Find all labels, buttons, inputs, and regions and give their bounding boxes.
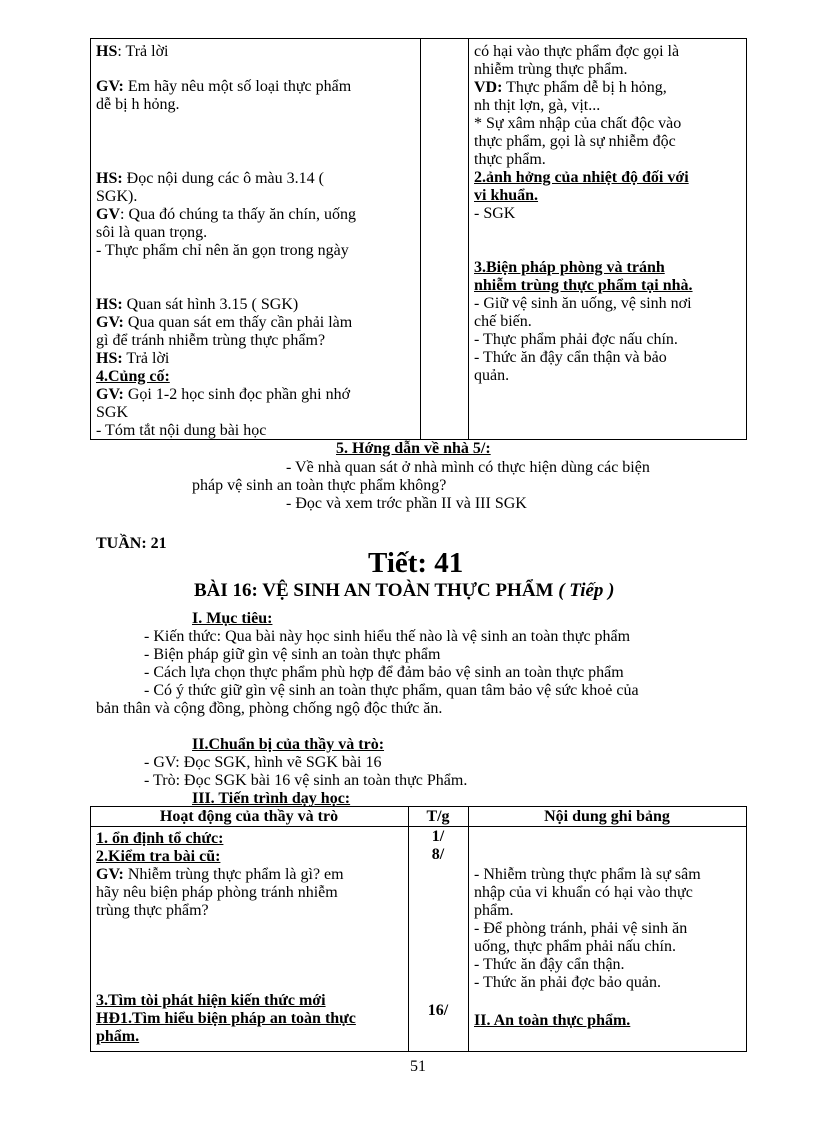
top-left-line: GV: Em hãy nêu một số loại thực phẩm [96,78,352,95]
homework-line: - Về nhà quan sát ở nhà mình có thực hiện dùng các biện [286,459,650,476]
top-right-line: nh thịt lợn, gà, vịt... [474,97,601,114]
lesson-title: BÀI 16: VỆ SINH AN TOÀN THỰC PHẨM ( Tiếp ) [194,580,615,601]
answer-line: nhập của vi khuẩn có hại vào thực [474,884,693,901]
homework-heading: 5. Hớng dẫn về nhà 5/: [336,440,491,457]
section-heading: 1. ổn định tổ chức: [96,830,224,847]
top-left-line: HS: Trả lời [96,350,170,367]
section-heading: II. An toàn thực phẩm. [474,1012,631,1029]
top-right-line: thực phẩm. [474,151,546,168]
prep-line: - Trò: Đọc SGK bài 16 vệ sinh an toàn thực Phẩm. [144,772,468,789]
answer-line: phẩm. [474,902,514,919]
question-line: GV: Nhiễm trùng thực phẩm là gì? em [96,866,344,883]
lesson-continued: ( Tiếp ) [558,580,615,601]
prep-line: - GV: Đọc SGK, hình vẽ SGK bài 16 [144,754,382,771]
header-content: Nội dung ghi bảng [544,808,670,825]
time-cell: 8/ [431,846,445,863]
homework-line: pháp vệ sinh an toàn thực phẩm không? [192,477,447,494]
section-heading: phẩm. [96,1028,140,1045]
top-left-line: HS: Đọc nội dung các ô màu 3.14 ( [96,170,324,187]
section-heading: 2.Kiểm tra bài cũ: [96,848,221,865]
section-heading: 4.Củng cố: [96,368,170,385]
top-left-line: GV: Gọi 1-2 học sinh đọc phần ghi nhớ [96,386,351,403]
top-right-line: VD: Thực phẩm dễ bị h hỏng, [474,79,667,96]
top-right-line: nhiễm trùng thực phẩm. [474,61,628,78]
time-cell: 1/ [431,828,445,845]
top-right-line: chế biến. [474,313,532,330]
prep-heading: II.Chuẩn bị của thầy và trò: [192,736,385,753]
top-table-divider [420,38,421,440]
top-table-divider [468,38,469,440]
page-number: 51 [410,1058,426,1075]
top-left-line: GV: Qua đó chúng ta thấy ăn chín, uống [96,206,356,223]
lesson-table-divider [468,806,469,1052]
top-left-line: dễ bị h hỏng. [96,96,180,113]
top-right-line: thực phẩm, gọi là sự nhiễm độc [474,133,676,150]
top-right-line: quản. [474,367,510,384]
section-heading: vi khuẩn. [474,187,539,204]
top-left-line: GV: Qua quan sát em thấy cần phải làm [96,314,353,331]
answer-line: - Thức ăn đậy cẩn thận. [474,956,625,973]
section-heading: nhiễm trùng thực phẩm tại nhà. [474,277,693,294]
section-heading: 2.ảnh hởng của nhiệt độ đối với [474,169,689,186]
top-left-line: HS: Quan sát hình 3.15 ( SGK) [96,296,299,313]
top-right-line: - Giữ vệ sinh ăn uống, vệ sinh nơi [474,295,692,312]
header-activity: Hoạt động của thầy và trò [159,808,339,825]
lesson-table-header-rule [90,826,747,827]
top-left-line: SGK [96,404,129,421]
top-left-line: sôi là quan trọng. [96,224,208,241]
section-heading: 3.Tìm tòi phát hiện kiến thức mới [96,992,326,1009]
top-right-line: - Thực phẩm phải đợc nấu chín. [474,331,678,348]
objective-line: - Kiến thức: Qua bài này học sinh hiểu thế nào là vệ sinh an toàn thực phẩm [144,628,631,645]
objective-line: bản thân và cộng đồng, phòng chống ngộ độc thức ăn. [96,700,443,717]
objective-line: - Biện pháp giữ gìn vệ sinh an toàn thực phẩm [144,646,441,663]
week-label: TUẦN: 21 [96,535,167,552]
period-title: Tiết: 41 [368,547,464,579]
header-time: T/g [426,808,450,825]
top-left-line: - Thực phẩm chỉ nên ăn gọn trong ngày [96,242,349,259]
answer-line: - Thức ăn phải đợc bảo quản. [474,974,661,991]
top-left-line: gì để tránh nhiễm trùng thực phẩm? [96,332,326,349]
homework-line: - Đọc và xem trớc phần II và III SGK [286,495,527,512]
answer-line: - Để phòng tránh, phải vệ sinh ăn [474,920,688,937]
top-right-line: - SGK [474,205,516,222]
top-right-line: có hại vào thực phẩm đợc gọi là [474,43,680,60]
objective-line: - Cách lựa chọn thực phẩm phù hợp để đảm bảo vệ sinh an toàn thực phẩm [144,664,624,681]
top-right-line: - Thức ăn đậy cẩn thận và bảo [474,349,667,366]
section-heading: HĐ1.Tìm hiểu biện pháp an toàn thực [96,1010,356,1027]
top-left-line: HS: Trả lời [96,43,169,60]
top-left-line: SGK). [96,188,138,205]
process-heading: III. Tiến trình dạy học: [192,790,351,807]
section-heading: 3.Biện pháp phòng và tránh [474,259,665,276]
time-cell: 16/ [427,1002,449,1019]
question-line: trùng thực phẩm? [96,902,209,919]
answer-line: - Nhiễm trùng thực phẩm là sự sâm [474,866,701,883]
top-left-line: - Tóm tắt nội dung bài học [96,422,267,439]
top-right-line: * Sự xâm nhập của chất độc vào [474,115,682,132]
question-line: hãy nêu biện pháp phòng tránh nhiễm [96,884,338,901]
answer-line: uống, thực phẩm phải nấu chín. [474,938,676,955]
objectives-heading: I. Mục tiêu: [192,610,273,627]
objective-line: - Có ý thức giữ gìn vệ sinh an toàn thực phẩm, quan tâm bảo vệ sức khoẻ của [144,682,639,699]
